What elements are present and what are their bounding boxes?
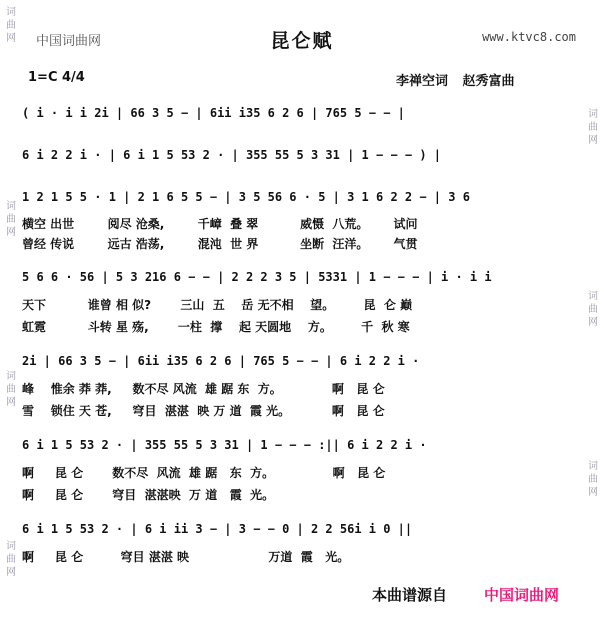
score-line-2: 6 i 2 2 i · | 6 i 1 5 53 2 · | 355 55 5 3 31 | 1 − − − ) | xyxy=(22,148,442,162)
source-label: 本曲谱源自 xyxy=(372,586,448,604)
side-watermark-right-1: 词 曲 网 xyxy=(588,109,598,146)
song-authors: 李禅空词 赵秀富曲 xyxy=(396,74,515,89)
score-line-4: 5 6 6 · 56 | 5 3 216 6 − − | 2 2 2 3 5 | 5331 | 1 − − − | i · i i xyxy=(22,270,492,284)
score-line-5: 2i | 66 3 5 − | 6ii i35 6 2 6 | 765 5 − − | 6 i 2 2 i · xyxy=(22,354,420,368)
side-watermark-left-3: 词 曲 网 xyxy=(6,371,16,408)
lyric-line-4a: 天下 谁曾 相 似? 三山 五 岳 无不相 望。 昆 仑 巅 xyxy=(22,298,413,312)
score-line-3: 1 2 1 5 5 · 1 | 2 1 6 5 5 − | 3 5 56 6 · 5 | 3 1 6 2 2 − | 3 6 xyxy=(22,190,470,204)
score-line-1: ( i · i i 2i | 66 3 5 − | 6ii i35 6 2 6 | 765 5 − − | xyxy=(22,106,405,120)
lyric-line-5a: 峰 惟余 莽 莽, 数不尽 风流 雄 踞 东 方。 啊 昆 仑 xyxy=(22,382,385,396)
lyric-line-5b: 雪 锁住 天 苍, 穹目 湛湛 映 万 道 霞 光。 啊 昆 仑 xyxy=(22,404,385,418)
lyric-line-6b: 啊 昆 仑 穹目 湛湛映 万 道 霞 光。 xyxy=(22,488,275,502)
song-title: 昆仑赋 xyxy=(270,30,334,52)
key-signature: 1=C 4/4 xyxy=(28,70,85,85)
side-watermark-left-1: 词 曲 网 xyxy=(6,7,16,44)
brand-link[interactable]: 中国词曲网 xyxy=(484,586,560,604)
side-watermark-right-3: 词 曲 网 xyxy=(588,461,598,498)
lyric-line-3a: 横空 出世 阅尽 沧桑, 千嶂 叠 翠 威慑 八荒。 试问 xyxy=(22,217,418,231)
side-watermark-left-4: 词 曲 网 xyxy=(6,541,16,578)
lyric-line-7a: 啊 昆 仑 穹目 湛湛 映 万道 霞 光。 xyxy=(22,550,350,564)
lyric-line-4b: 虹霓 斗转 星 殇, 一柱 撑 起 天圆地 方。 千 秋 寒 xyxy=(22,320,410,334)
site-watermark-cn: 中国词曲网 xyxy=(36,34,102,49)
lyric-line-6a: 啊 昆 仑 数不尽 风流 雄 踞 东 方。 啊 昆 仑 xyxy=(22,466,386,480)
score-line-7: 6 i 1 5 53 2 · | 6 i ii 3 − | 3 − − 0 | 2 2 56i i 0 || xyxy=(22,522,413,536)
score-line-6: 6 i 1 5 53 2 · | 355 55 5 3 31 | 1 − − − :|| 6 i 2 2 i · xyxy=(22,438,427,452)
side-watermark-right-2: 词 曲 网 xyxy=(588,291,598,328)
side-watermark-left-2: 词 曲 网 xyxy=(6,201,16,238)
site-watermark-url: www.ktvc8.com xyxy=(482,30,576,44)
lyric-line-3b: 曾经 传说 远古 浩荡, 混沌 世 界 坐断 汪洋。 气贯 xyxy=(22,237,418,251)
